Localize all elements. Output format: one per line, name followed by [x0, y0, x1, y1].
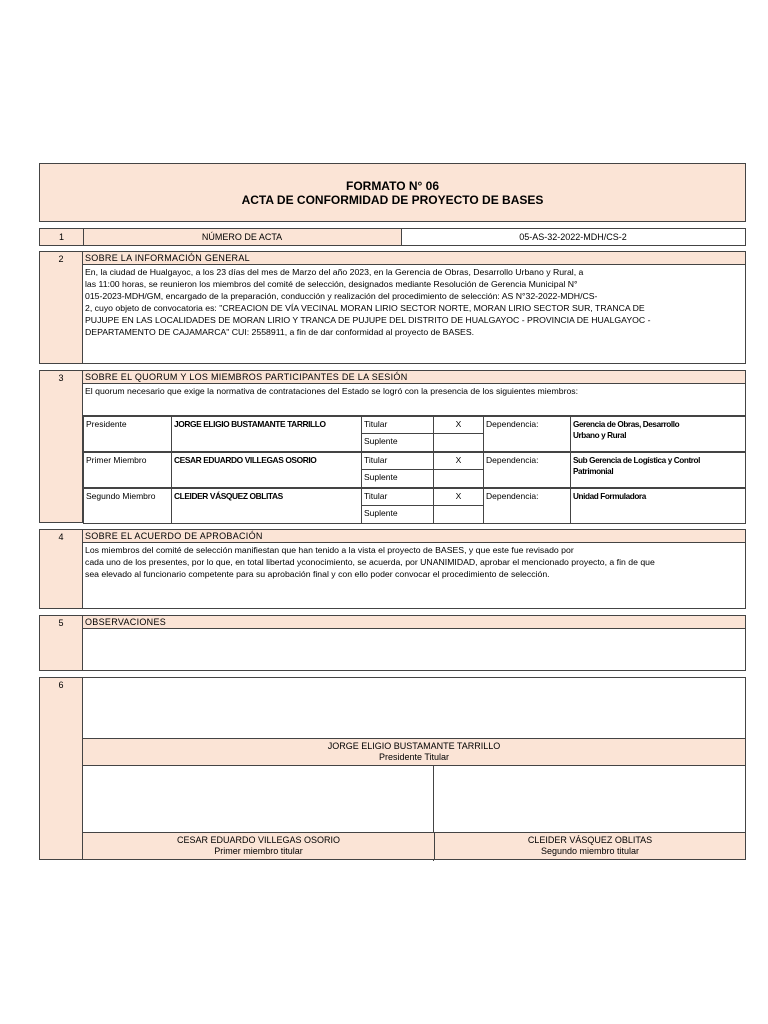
- dependency-label: Dependencia:: [486, 419, 539, 429]
- dependency-value-cell: [570, 452, 746, 488]
- suplente-label: Suplente: [364, 508, 398, 518]
- section-title: SOBRE EL ACUERDO DE APROBACIÓN: [85, 531, 263, 541]
- titular-cell: [361, 488, 434, 506]
- dependency-label-cell: [483, 416, 571, 452]
- row-number: 1: [58, 232, 64, 242]
- form-title-line1: FORMATO N° 06: [345, 179, 440, 193]
- section-number: 5: [58, 618, 64, 628]
- dependency-value-line1: Gerencia de Obras, Desarrollo: [573, 420, 680, 429]
- president-role: Presidente Titular: [378, 752, 450, 762]
- titular-mark-cell: [433, 488, 484, 506]
- section-number: 3: [58, 373, 64, 383]
- titular-label: Titular: [364, 419, 388, 429]
- member-name: CESAR EDUARDO VILLEGAS OSORIO: [174, 455, 317, 465]
- section-signatures: [39, 677, 746, 860]
- president-signature-space: [83, 678, 745, 738]
- member-name-cell: [171, 488, 362, 524]
- member-role: Primer Miembro: [86, 455, 147, 465]
- dependency-value-line1: Sub Gerencia de Logística y Control: [573, 456, 701, 465]
- titular-mark: X: [455, 491, 462, 501]
- suplente-mark-cell: [433, 433, 484, 452]
- dependency-label-cell: [483, 452, 571, 488]
- section-approval: [39, 529, 746, 609]
- suplente-label: Suplente: [364, 436, 398, 446]
- titular-mark-cell: [433, 416, 484, 434]
- president-signature-label: [83, 738, 745, 766]
- titular-label: Titular: [364, 491, 388, 501]
- member-name: CLEIDER VÁSQUEZ OBLITAS: [174, 491, 283, 501]
- suplente-label: Suplente: [364, 472, 398, 482]
- titular-mark: X: [455, 419, 462, 429]
- member-name-cell: [171, 416, 362, 452]
- suplente-mark-cell: [433, 505, 484, 524]
- first-member-role: Primer miembro titular: [214, 846, 303, 856]
- form-header: [39, 163, 746, 222]
- second-member-role: Segundo miembro titular: [540, 846, 640, 856]
- member-name-cell: [171, 452, 362, 488]
- member-role-cell: [83, 416, 172, 452]
- general-info-line: 015-2023-MDH/GM, encargado de la preparación, conducción y realización del procedimiento de selección: AS N°32-2022-MDH/CS-: [85, 291, 598, 301]
- approval-line: sea elevado al funcionario competente para su aprobación final y con ello poder convocar el procedimiento de selección.: [85, 569, 550, 579]
- section-number: 6: [58, 680, 64, 690]
- dependency-value-line2: Urbano y Rural: [573, 431, 627, 440]
- approval-line: cada uno de los presentes, por lo que, en total libertad yconocimiento, se acuerda, por UNANIMIDAD, aprobar el mencionado proyecto, a fin de que: [85, 557, 655, 567]
- first-member-signature-label: [83, 832, 434, 859]
- suplente-mark-cell: [433, 469, 484, 488]
- general-info-line: PUJUPE EN LAS LOCALIDADES DE MORAN LIRIO Y TRANCA DE PUJUPE DEL DISTRITO DE HUALGAYOC - PROVINCIA DE HUALGAYOC -: [85, 315, 651, 325]
- form-title-line2: ACTA DE CONFORMIDAD DE PROYECTO DE BASES: [241, 193, 544, 207]
- titular-label: Titular: [364, 455, 388, 465]
- member-role: Presidente: [86, 419, 127, 429]
- general-info-line: En, la ciudad de Hualgayoc, a los 23 días del mes de Marzo del año 2023, en la Gerencia de Obras, Desarrollo Urbano y Rural, a: [85, 267, 584, 277]
- acta-number-value: 05-AS-32-2022-MDH/CS-2: [519, 232, 627, 242]
- section-title: OBSERVACIONES: [85, 617, 167, 627]
- suplente-cell: [361, 505, 434, 524]
- suplente-cell: [361, 469, 434, 488]
- dependency-value-line1: Unidad Formuladora: [573, 492, 646, 501]
- dependency-label: Dependencia:: [486, 455, 539, 465]
- section-title: SOBRE LA INFORMACIÓN GENERAL: [85, 253, 250, 263]
- dependency-value-cell: [570, 488, 746, 524]
- titular-cell: [361, 416, 434, 434]
- acta-number-row: [39, 228, 746, 246]
- general-info-line: DEPARTAMENTO DE CAJAMARCA" CUI: 2558911, a fin de dar conformidad al proyecto de BASES.: [85, 327, 475, 337]
- titular-cell: [361, 452, 434, 470]
- dependency-label-cell: [483, 488, 571, 524]
- second-member-signature-label: [434, 832, 745, 859]
- president-name: JORGE ELIGIO BUSTAMANTE TARRILLO: [327, 741, 501, 751]
- quorum-intro: El quorum necesario que exige la normativa de contrataciones del Estado se logró con la presencia de los siguientes miembros:: [85, 386, 579, 396]
- dependency-label: Dependencia:: [486, 491, 539, 501]
- first-member-name: CESAR EDUARDO VILLEGAS OSORIO: [176, 835, 341, 845]
- acta-number-label: NÚMERO DE ACTA: [201, 232, 283, 242]
- member-role-cell: [83, 452, 172, 488]
- section-observations: [39, 615, 746, 671]
- section-quorum: [39, 370, 746, 523]
- second-member-name: CLEIDER VÁSQUEZ OBLITAS: [527, 835, 653, 845]
- titular-mark: X: [455, 455, 462, 465]
- titular-mark-cell: [433, 452, 484, 470]
- section-title: SOBRE EL QUORUM Y LOS MIEMBROS PARTICIPANTES DE LA SESIÓN: [85, 372, 408, 382]
- dependency-value-line2: Patrimonial: [573, 467, 614, 476]
- dependency-value-cell: [570, 416, 746, 452]
- member-role-cell: [83, 488, 172, 524]
- section-number: 2: [58, 254, 64, 264]
- approval-line: Los miembros del comité de selección manifiestan que han tenido a la vista el proyecto de BASES, y que este fue revisado por: [85, 545, 574, 555]
- section-general-info: [39, 251, 746, 364]
- member-role: Segundo Miembro: [86, 491, 156, 501]
- suplente-cell: [361, 433, 434, 452]
- section-number: 4: [58, 532, 64, 542]
- general-info-line: 2, cuyo objeto de convocatoria es: "CREACION DE VÍA VECINAL MORAN LIRIO SECTOR NORTE, MORAN LIRIO SECTOR SUR, TRANCA DE: [85, 303, 645, 313]
- member-name: JORGE ELIGIO BUSTAMANTE TARRILLO: [174, 419, 326, 429]
- general-info-line: las 11:00 horas, se reunieron los miembros del comité de selección, designados mediante Resolución de Gerencia Municipal N°: [85, 279, 578, 289]
